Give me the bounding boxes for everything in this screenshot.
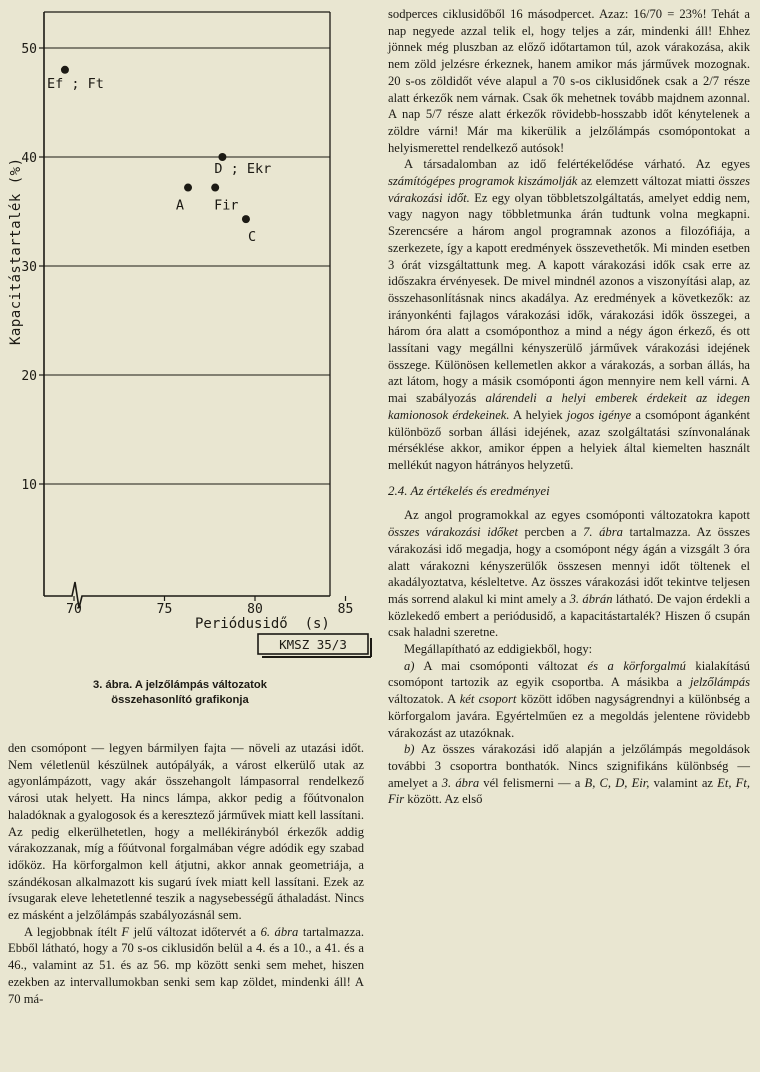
right-paragraph-1: sodperces ciklusidőből 16 másodpercet. Azaz: 16/70 = 23%! Tehát a nap negyede azzal telik el, hogy teljes a zár, mindenki áll! Ehhez jönnek még pluszban az előző időtartamon túl, azok várakozása, akik nem zöld jelzésre érkeznek, hanem amikor más járművek mozognak. 20 s-os zöldidőt véve alapul a 70 s-os ciklusidőnek csak a 2/7 része alatt érkezők nem várnak. Csak ők mehetnek tovább majdnem azonnal. A nap 5/7 része alatt érkezők rövidebb-hosszabb időt kénytelenek a zöldre várni! Már ma kikerülik a jelzőlámpás csomópontokat a helyismerettel rendelkező autósok! <box>388 7 750 155</box>
x-tick-label-70: 70 <box>66 602 82 617</box>
y-tick-label-40: 40 <box>21 151 37 166</box>
data-point-ef-ft <box>61 66 69 74</box>
section-heading: 2.4. Az értékelés és eredményei <box>388 482 550 498</box>
chart-grid <box>44 12 330 596</box>
left-paragraph-1: den csomópont — legyen bármilyen fajta — növeli az utazási időt. Nem véletlenül készülnek autópályák, a várost elkerülő utak az agyonlámpázott, vagy akár összehangolt lámpasorral rendelkező városi utak helyett. Ha nincs lámpa, akkor pedig a főútvonalon haladóknak a gyalogosok és a keresztező járművek miatt kell lassítani. Az pedig elkerülhetetlen, hogy a mellékirányból érkezők addig várakozzanak, míg a főútvonal forgalmában végre adódik egy szabad időköz. Ha körforgalmon kell átjutni, akkor annak geometriája, a szándékosan alkalmazott kis sugarú ívek miatt kell lassítani. Ezek az ívsugarak eleve lehetetlenné teszik a nagysebességű áthaladást. Nincs ez másként a jelzőlámpás szabályozásnál sem. <box>8 741 365 923</box>
y-tick-label-50: 50 <box>21 42 37 57</box>
data-point-d-ekr <box>218 153 226 161</box>
scatter-chart <box>0 0 380 670</box>
data-point-a <box>184 184 192 192</box>
right-paragraph-3: Az angol programokkal az egyes csomóponti változatokra kapott összes várakozási időket percben a 7. ábra tartalmazza. Az összes várakozási idő megadja, hogy a csomópont négy ágán a vizsgált 3 óra alatt várakozni kényszerülők összesen mennyi időt töltenek el akadályoztatva, késleltetve. Az összes várakozási időt tekintve teljesen más sorrend alakul ki mint amely a 3. ábrán látható. De vajon érdekli a közlekedő embert a periódusidő, a kapacitástartalék? Hiszen ő csupán csak haladni szeretne. <box>388 508 750 640</box>
right-paragraph-2: A társadalomban az idő felértékelődése várható. Az egyes számítógépes programok kiszámolják az elemzett változat miatti összes várakozási időt. Ez egy olyan többletszolgáltatás, amelyet eddig nem, vagy nagyon nagy többletmunka árán tudtunk volna megkapni. Szerencsére a három angol programnak azonos a filozófiája, a szerkezete, így a kapott eredmények összevethetők. Mi minden esetben 3 órát vizsgáltattunk meg. A kapott várakozási idők csak erre az időszakra érvényesek. De mivel mindnél azonos a viszonyítási alap, az összehasonlításnak nincs akadálya. Az eredmények a következők: az irányonkénti fajlagos várakozási idők, várakozási idők összegei, a három óra alatt a csomóponthoz a mind a négy ágon érkező, és ott lassítani vagy megállni kényszerülő járművek várakozási idejének összege. Különösen kellemetlen akkor a várakozás, a sorban állás, ha azt látom, hogy a másik csomóponti ágon mennyire nem kell várni. A mai szabályozás alárendeli a helyi emberek érdekeit az idegen kamionosok érdekeinek. A helyiek jogos igénye a csomópont áganként különböző sorban állási idejének, azaz szolgáltatási színvonalának mérséklése akkor, amikor éppen a helyiek által kiemelten használt mellékút nagyon hátrányos helyzetű. <box>388 157 751 472</box>
x-axis-with-break <box>44 582 330 608</box>
figure-caption <box>30 678 330 708</box>
x-tick-label-80: 80 <box>247 602 263 617</box>
left-column <box>8 740 364 1007</box>
y-tick-label-30: 30 <box>21 260 37 275</box>
x-tick-label-75: 75 <box>156 602 173 617</box>
data-point-label-ef-ft: Ef ; Ft <box>46 75 104 92</box>
right-paragraph-6: b) Az összes várakozási idő alapján a jelzőlámpás megoldások további 3 csoportra bonthatók. Nincs szignifikáns különbség — amelyet a 3. ábra vél felismerni — a B, C, D, Eir, valamint az Et, Ft, Fir között. Az első <box>388 742 750 807</box>
data-point-label-d-ekr: D ; Ekr <box>214 161 272 177</box>
x-axis-label: Periódusidő (s) <box>195 616 330 632</box>
figure-tag: KMSZ 35/3 <box>279 637 347 652</box>
right-paragraph-5: a) A mai csomóponti változat és a körforgalmú kialakítású csomópont tartozik az egyik csoportba. A másikba a jelzőlámpás változatok. A két csoport között időben nagyságrendnyi a különbség a körforgalom javára. Egyértelműen ez a megoldás jelentene rövidebb várakozást az utazóknak. <box>388 658 750 740</box>
left-paragraph-2: A legjobbnak ítélt F jelű változat időtervét a 6. ábra tartalmazza. Ebből látható, hogy a 70 s-os ciklusidőn belül a 4. és a 10., a 41. és a 46., valamint az 51. és az 56. mp között senki sem mehet, hiszen ezekben az intervallumokban senki sem kap zöldet, mindenki áll! A 70 má- <box>8 924 365 1006</box>
y-axis-label: Kapacitástartalék (%) <box>8 157 24 345</box>
data-point-label-c: C <box>247 229 257 246</box>
chart-axes <box>44 12 330 608</box>
x-tick-label-85: 85 <box>337 602 354 617</box>
right-paragraph-4: Megállapítható az eddigiekből, hogy: <box>404 642 593 657</box>
y-tick-label-20: 20 <box>21 369 37 384</box>
data-point-fir <box>211 184 219 192</box>
caption-line-1: 3. ábra. A jelzőlámpás változatok <box>93 679 267 691</box>
y-tick-label-10: 10 <box>21 478 37 493</box>
right-column <box>388 6 750 808</box>
chart-ticks <box>21 42 380 617</box>
caption-line-2: összehasonlító grafikonja <box>111 694 249 706</box>
data-point-label-a: A <box>175 197 185 214</box>
data-point-c <box>242 215 250 223</box>
data-point-label-fir: Fir <box>214 197 239 214</box>
